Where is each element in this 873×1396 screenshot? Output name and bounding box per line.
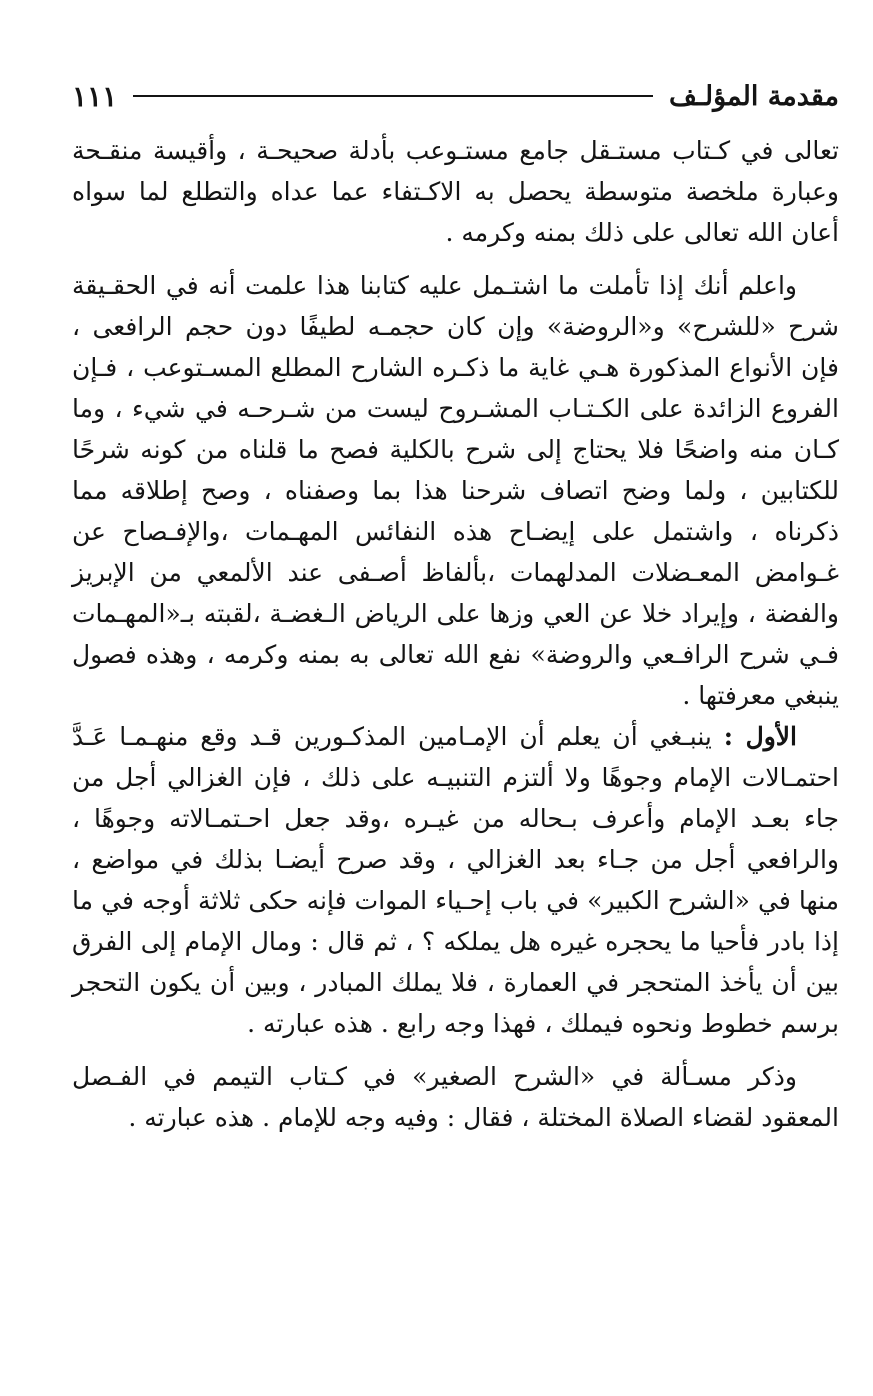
paragraph-3-text: ينبـغي أن يعلم أن الإمـامين المذكـورين قـد وقع منهـمـا عَـدَّ احتمـالات الإمام وجوهًا ولا ألتزم التنبيـه على ذلك ، فإن الغزالي أجل من جاء بعـد الإمام وأعرف بـحاله من غيـره ،وقد جعل احـتمـالاته وجوهًا ، والرافعي أجل من جـاء بعد الغزالي ، وقد صرح أيضـا بذلك في مواضع ، منها في «الشرح الكبير» في باب إحـياء الموات فإنه حكى ثلاثة أوجه في ما إذا بادر فأحيا ما يحجره غيره هل يملكه ؟ ، ثم قال : ومال الإمام إلى الفرق بين أن يأخذ المتحجر في العمارة ، فلا يملك المبادر ، وبين أن يكون التحجر برسم خطوط ونحوه فيملك ، فهذا وجه رابع . هذه عبارته . xyxy=(72,722,839,1038)
running-title: مقدمة المؤلـف xyxy=(668,80,839,112)
running-header xyxy=(72,74,839,118)
paragraph-4: وذكر مسـألة في «الشرح الصغير» في كـتاب التيمم في الفـصل المعقود لقضاء الصلاة المختلة ، فقال : وفيه وجه للإمام . هذه عبارته . xyxy=(72,1062,839,1132)
body-text xyxy=(72,130,839,1138)
paragraph-1: تعالى في كـتاب مستـقل جامع مستـوعب بأدلة صحيحـة ، وأقيسة منقـحة وعبارة ملخصة متوسطة يحصل به الاكـتفاء عما عداه والتطلع لما سواه أعان الله تعالى على ذلك بمنه وكرمه . xyxy=(72,136,839,247)
paragraph-3 xyxy=(72,716,839,1044)
paragraph-2: واعلم أنك إذا تأملت ما اشتـمل عليه كتابنا هذا علمت أنه في الحقـيقة شرح «للشرح» و«الروضة» وإن كان حجمـه لطيفًا دون حجم الرافعى ، فإن الأنواع المذكورة هـي غاية ما ذكـره الشارح المطلع المسـتوعب ، فـإن الفروع الزائدة على الكـتـاب المشـروح ليست من شـرحـه في شيء ، وما كـان منه واضحًا فلا يحتاج إلى شرح بالكلية فصح ما قلناه من كونه شرحًا للكتابين ، ولما وضح اتصاف شرحنا هذا بما وصفناه ، وصح إطلاقه مما ذكرناه ، واشتمل على إيضـاح هذه النفائس المهـمات ،والإفـصاح عن غـوامض المعـضلات المدلهمات ،بألفاظ أصـفى عند الألمعي من الإبريز والفضة ، وإيراد خلا عن العي وزها على الرياض الـغضـة ،لقبته بـ«المهـمات فـي شرح الرافـعي والروضة» نفع الله تعالى به بمنه وكرمه ، وهذه فصول ينبغي معرفتها . xyxy=(72,271,839,710)
header-rule xyxy=(133,95,653,97)
page-number: ١١١ xyxy=(72,79,118,113)
section-lead: الأول : xyxy=(723,722,798,751)
